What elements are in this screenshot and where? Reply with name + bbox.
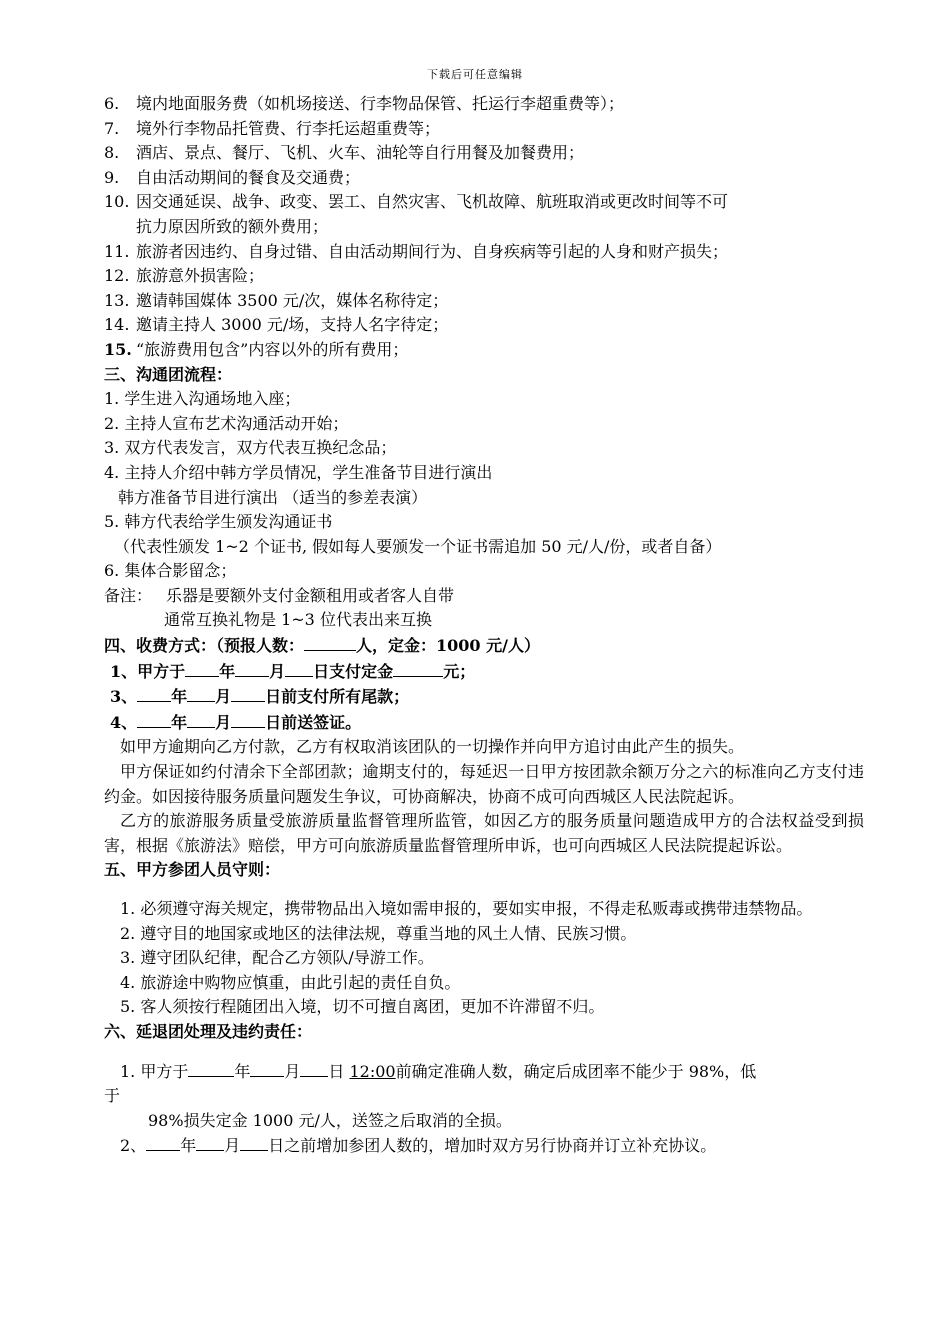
section-title: 三、沟通团流程：	[104, 364, 233, 384]
list-item: 13. 邀请韩国媒体 3500 元/次，媒体名称待定；	[104, 290, 449, 310]
list-item: 2. 主持人宣布艺术沟通活动开始；	[104, 413, 349, 433]
list-item: 5. 客人须按行程随团出入境，切不可擅自离团，更加不许滞留不归。	[120, 997, 605, 1017]
paragraph: 乙方的旅游服务质量受旅游质量监督管理所监管，如因乙方的服务质量问题造成甲方的合法权益受到损害，根据《旅游法》赔偿，甲方可向旅游质量监督管理所申诉，也可向西城区人民法院提起诉讼。	[104, 811, 864, 855]
list-item: 9. 自由活动期间的餐食及交通费；	[104, 167, 361, 187]
list-item: 6. 境内地面服务费（如机场接送、行李物品保管、托运行李超重费等）；	[104, 94, 625, 113]
list-item: 7. 境外行李物品托管费、行李托运超重费等；	[104, 118, 441, 138]
section-title: 五、甲方参团人员守则：	[104, 860, 281, 880]
list-item: 韩方准备节目进行演出 （适当的参差表演）	[118, 487, 428, 507]
list-item: 1. 甲方于 年 月 日 12:00前确定准确人数，确定后成团率不能少于 98%，低	[104, 1059, 864, 1085]
list-item: 2、 年 月 日之前增加参团人数的，增加时双方另行协商并订立补充协议。	[104, 1133, 864, 1159]
list-item: 98%损失定金 1000 元/人，送签之后取消的全损。	[148, 1110, 512, 1130]
list-item: （代表性颁发 1~2 个证书, 假如每人要颁发一个证书需追加 50 元/人/份，或者自备）	[114, 536, 722, 556]
paragraph: 如甲方逾期向乙方付款，乙方有权取消该团队的一切操作并向甲方追讨由此产生的损失。	[120, 737, 745, 757]
note: 备注： 乐器是要额外支付金额租用或者客人自带	[104, 585, 455, 605]
list-item: 4. 旅游途中购物应慎重，由此引起的责任自负。	[120, 972, 461, 992]
list-item: 5. 韩方代表给学生颁发沟通证书	[104, 512, 333, 532]
page-header: 下载后可任意编辑	[427, 68, 523, 81]
section-title: 四、收费方式：（预报人数： 人，定金：1000 元/人）	[104, 633, 864, 659]
rules-list	[104, 897, 864, 1020]
list-item: 4. 主持人介绍中韩方学员情况，学生准备节目进行演出	[104, 462, 493, 482]
list-item: 抗力原因所致的额外费用；	[136, 216, 329, 236]
list-item: 1. 必须遵守海关规定，携带物品出入境如需申报的，要如实申报，不得走私贩毒或携带违禁物品。	[120, 899, 813, 918]
list-item: 15. “旅游费用包含”内容以外的所有费用；	[104, 339, 409, 359]
list-item: 6. 集体合影留念；	[104, 561, 237, 581]
payment-line: 1、甲方于 年 月 日支付定金 元；	[104, 659, 864, 685]
list-item: 14. 邀请主持人 3000 元/场，支持人名字待定；	[104, 315, 449, 335]
list-item: 于	[104, 1086, 121, 1106]
list-item: 3. 双方代表发言，双方代表互换纪念品；	[104, 438, 397, 458]
list-item: 12. 旅游意外损害险；	[104, 266, 265, 286]
list-item: 3. 遵守团队纪律，配合乙方领队/导游工作。	[120, 948, 434, 968]
list-item: 8. 酒店、景点、餐厅、飞机、火车、油轮等自行用餐及加餐费用；	[104, 143, 585, 163]
list-item: 11. 旅游者因违约、自身过错、自由活动期间行为、自身疾病等引起的人身和财产损失；	[104, 241, 729, 261]
list-item: 10. 因交通延误、战争、政变、罢工、自然灾害、飞机故障、航班取消或更改时间等不可	[104, 192, 729, 212]
payment-line: 3、 年 月 日前支付所有尾款；	[104, 684, 864, 710]
section-title: 六、延退团处理及违约责任：	[104, 1021, 313, 1041]
document-body	[104, 92, 864, 1159]
payment-line: 4、 年 月 日前送签证。	[104, 710, 864, 736]
list-item: 1. 学生进入沟通场地入座；	[104, 389, 301, 409]
list-item: 2. 遵守目的地国家或地区的法律法规，尊重当地的风土人情、民族习惯。	[120, 923, 637, 943]
note: 通常互换礼物是 1~3 位代表出来互换	[164, 610, 432, 630]
paragraph: 甲方保证如约付清余下全部团款；逾期支付的，每延迟一日甲方按团款余额万分之六的标准向乙方支付违约金。如因接待服务质量问题发生争议，可协商解决，协商不成可向西城区人民法院起诉。	[104, 762, 864, 806]
